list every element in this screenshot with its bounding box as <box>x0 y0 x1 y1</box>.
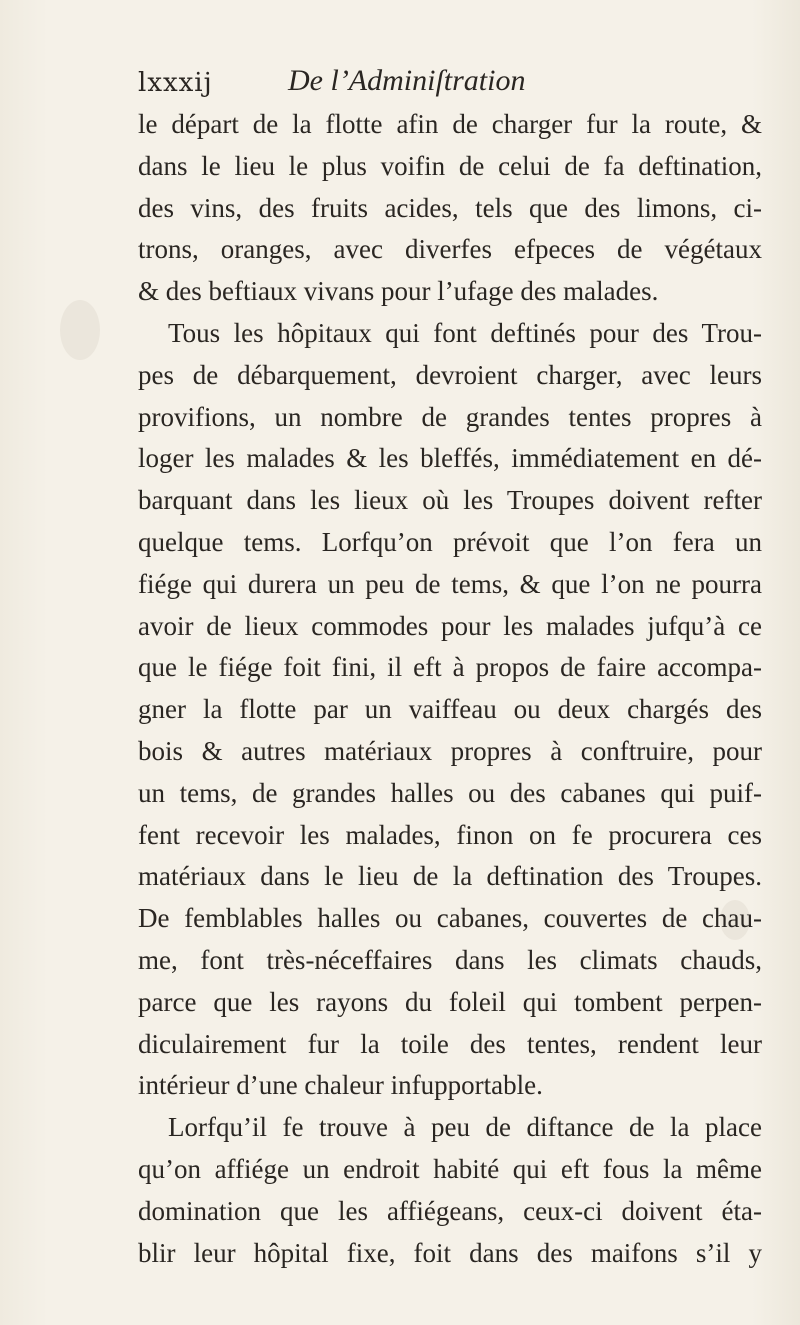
text-line: diculairement fur la toile des tentes, rendent leur <box>138 1028 762 1059</box>
text-line: fent recevoir les malades, finon on fe procurera ces <box>138 819 762 850</box>
text-line: que le fiége foit fini, il eft à propos de faire accompa- <box>138 652 762 683</box>
text-line: avoir de lieux commodes pour les malades jufqu’à ce <box>138 610 762 641</box>
text-line: provifions, un nombre de grandes tentes propres à <box>138 401 762 432</box>
text-line: blir leur hôpital fixe, foit dans des maifons s’il y <box>138 1237 762 1268</box>
text-line: trons, oranges, avec diverfes efpeces de végétaux <box>138 234 762 265</box>
text-line: qu’on affiége un endroit habité qui eft fous la même <box>138 1153 762 1184</box>
text-line: un tems, de grandes halles ou des cabanes qui puif- <box>138 777 762 808</box>
text-line: Tous les hôpitaux qui font deftinés pour des Trou- <box>168 317 762 348</box>
text-line: des vins, des fruits acides, tels que des limons, ci- <box>138 192 762 223</box>
text-line: pes de débarquement, devroient charger, avec leurs <box>138 359 762 390</box>
page-number: lxxxij <box>138 68 213 98</box>
text-line: dans le lieu le plus voifin de celui de fa deftination, <box>138 150 762 181</box>
text-line: bois & autres matériaux propres à conftruire, pour <box>138 735 762 766</box>
text-line: intérieur d’une chaleur infupportable. <box>138 1070 543 1101</box>
text-line: Lorfqu’il fe trouve à peu de diftance de la place <box>168 1112 762 1143</box>
running-title: De l’Adminiſtration <box>288 64 526 97</box>
text-line: De femblables halles ou cabanes, couvertes de chau- <box>138 903 762 934</box>
text-line: fiége qui durera un peu de tems, & que l’on ne pourra <box>138 568 762 599</box>
text-line: domination que les affiégeans, ceux-ci doivent éta- <box>138 1195 762 1226</box>
paper-stain <box>60 300 100 360</box>
text-line: parce que les rayons du foleil qui tombent perpen- <box>138 986 762 1017</box>
text-line: & des beftiaux vivans pour l’ufage des malades. <box>138 276 659 307</box>
text-line: loger les malades & les bleffés, immédiatement en dé- <box>138 443 762 474</box>
text-line: gner la flotte par un vaiffeau ou deux chargés des <box>138 694 762 725</box>
text-line: me, font très-néceffaires dans les climats chauds, <box>138 944 762 975</box>
text-line: matériaux dans le lieu de la deftination des Troupes. <box>138 861 762 892</box>
text-line: barquant dans les lieux où les Troupes doivent refter <box>138 485 762 516</box>
body-text <box>138 104 762 1274</box>
running-head <box>138 62 678 102</box>
text-line: le départ de la flotte afin de charger fur la route, & <box>138 109 762 139</box>
text-line: quelque tems. Lorfqu’on prévoit que l’on fera un <box>138 526 762 557</box>
